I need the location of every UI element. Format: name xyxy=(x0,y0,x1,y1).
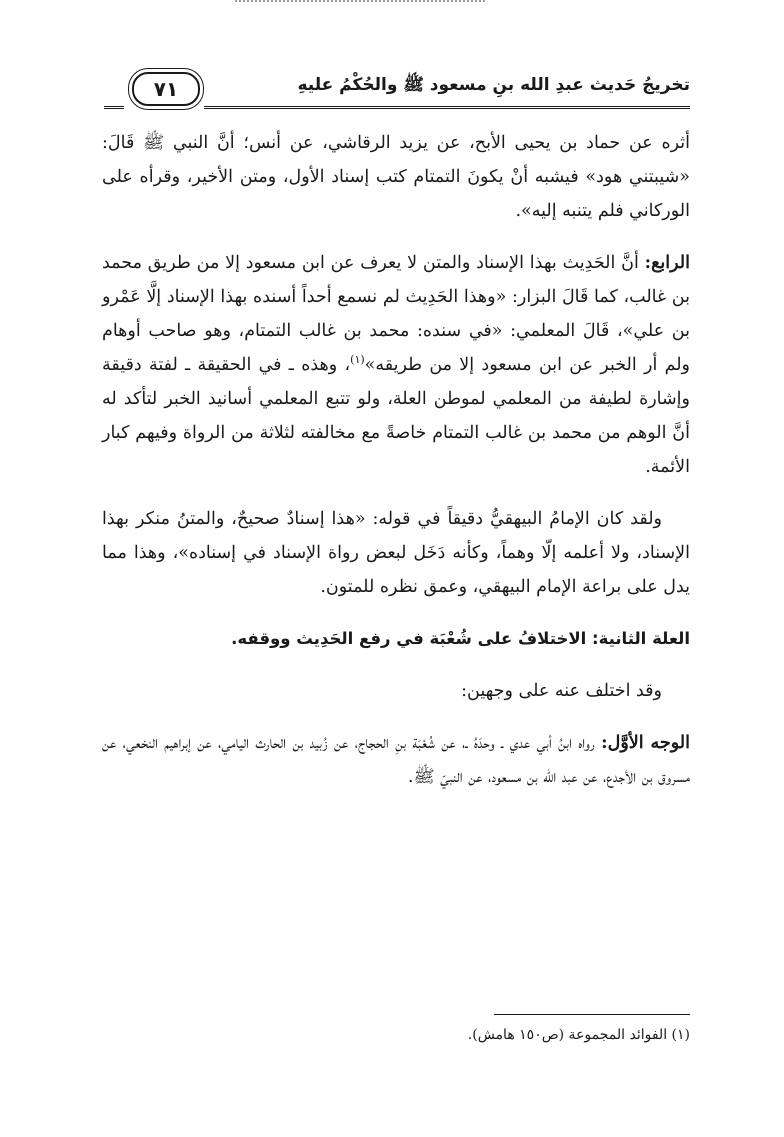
paragraph-5 xyxy=(102,726,690,794)
paragraph-2-text-a: أنَّ الحَدِيث بهذا الإسناد والمتن لا يعرف عن ابن مسعود إلا من طريق محمد بن غالب، كما قَالَ البزار: «وهذا الحَدِيث لم نسمع أحداً أسنده بهذا الإسناد إلَّا عَمْرو بن علي»، قَالَ المعلمي: «في سنده: محمد بن غالب التمتام، وهو صاحب أوهام ولم أر الخبر عن ابن مسعود إلا من طريقه» xyxy=(102,253,690,375)
footnote-rule xyxy=(494,1014,690,1015)
footnote-ref-1[interactable]: (١) xyxy=(350,353,365,367)
running-title: تخريجُ حَديث عبدِ الله بنِ مسعود ﷺ والحُكْمُ عليهِ xyxy=(297,75,690,95)
footnote-1: (١) الفوائد المجموعة (ص١٥٠ هامش). xyxy=(467,1027,690,1043)
main-text xyxy=(102,126,690,812)
section-heading: العلة الثانية: الاختلافُ على شُعْبَة في رفع الحَدِيث ووقفه. xyxy=(231,629,690,648)
running-header xyxy=(104,72,690,122)
paragraph-3: ولقد كان الإمامُ البيهقيُّ دقيقاً في قوله: «هذا إسنادٌ صحيحٌ، والمتنُ منكر بهذا الإسناد، ولا أعلمه إلّا وهماً، وكأنه دَخَل لبعض رواة الإسناد في إسناده»، وهذا مما يدل على براعة الإمام البيهقي، وعمق نظره للمتون. xyxy=(102,509,690,597)
paragraph-2 xyxy=(102,246,690,484)
paragraph-5-text: رواه ابنُ أبي عدي ـ وحدَهُ ـ، عن شُعْبَة بنِ الحجاج، عن زُبيد بن الحارث اليامي، عن إبراهيم النخعي، عن مسروق بن الأجدع، عن عبد الله بن مسعود، عن النبيّ ﷺ. xyxy=(102,733,690,787)
page-number: ٧١ xyxy=(132,72,200,106)
paragraph-5-lead: الوجه الأوَّل: xyxy=(601,733,690,753)
paragraph-4: وقد اختلف عنه على وجهين: xyxy=(461,681,662,701)
paragraph-2-text-b: ، وهذه ـ في الحقيقة ـ لفتة دقيقة وإشارة لطيفة من المعلمي لموطن العلة، ولو تتبع المعلمي أسانيد الخبر لتأكد له أنَّ الوهم من محمد بن غالب التمتام خاصةً مع مخالفته لثلاثة من الرواة وفيهم كبار الأئمة. xyxy=(102,355,690,477)
top-edge-mark xyxy=(235,0,485,8)
paragraph-1: أثره عن حماد بن يحيى الأبح، عن يزيد الرقاشي، عن أنس؛ أنَّ النبي ﷺ قَالَ: «شيبتني هود» فيشبه أنْ يكونَ التمتام كتب إسناد الأول، ومتن الأخير، وقرأه على الوركاني فلم يتنبه إليه». xyxy=(102,133,690,221)
paragraph-2-lead: الرابع: xyxy=(644,253,690,273)
